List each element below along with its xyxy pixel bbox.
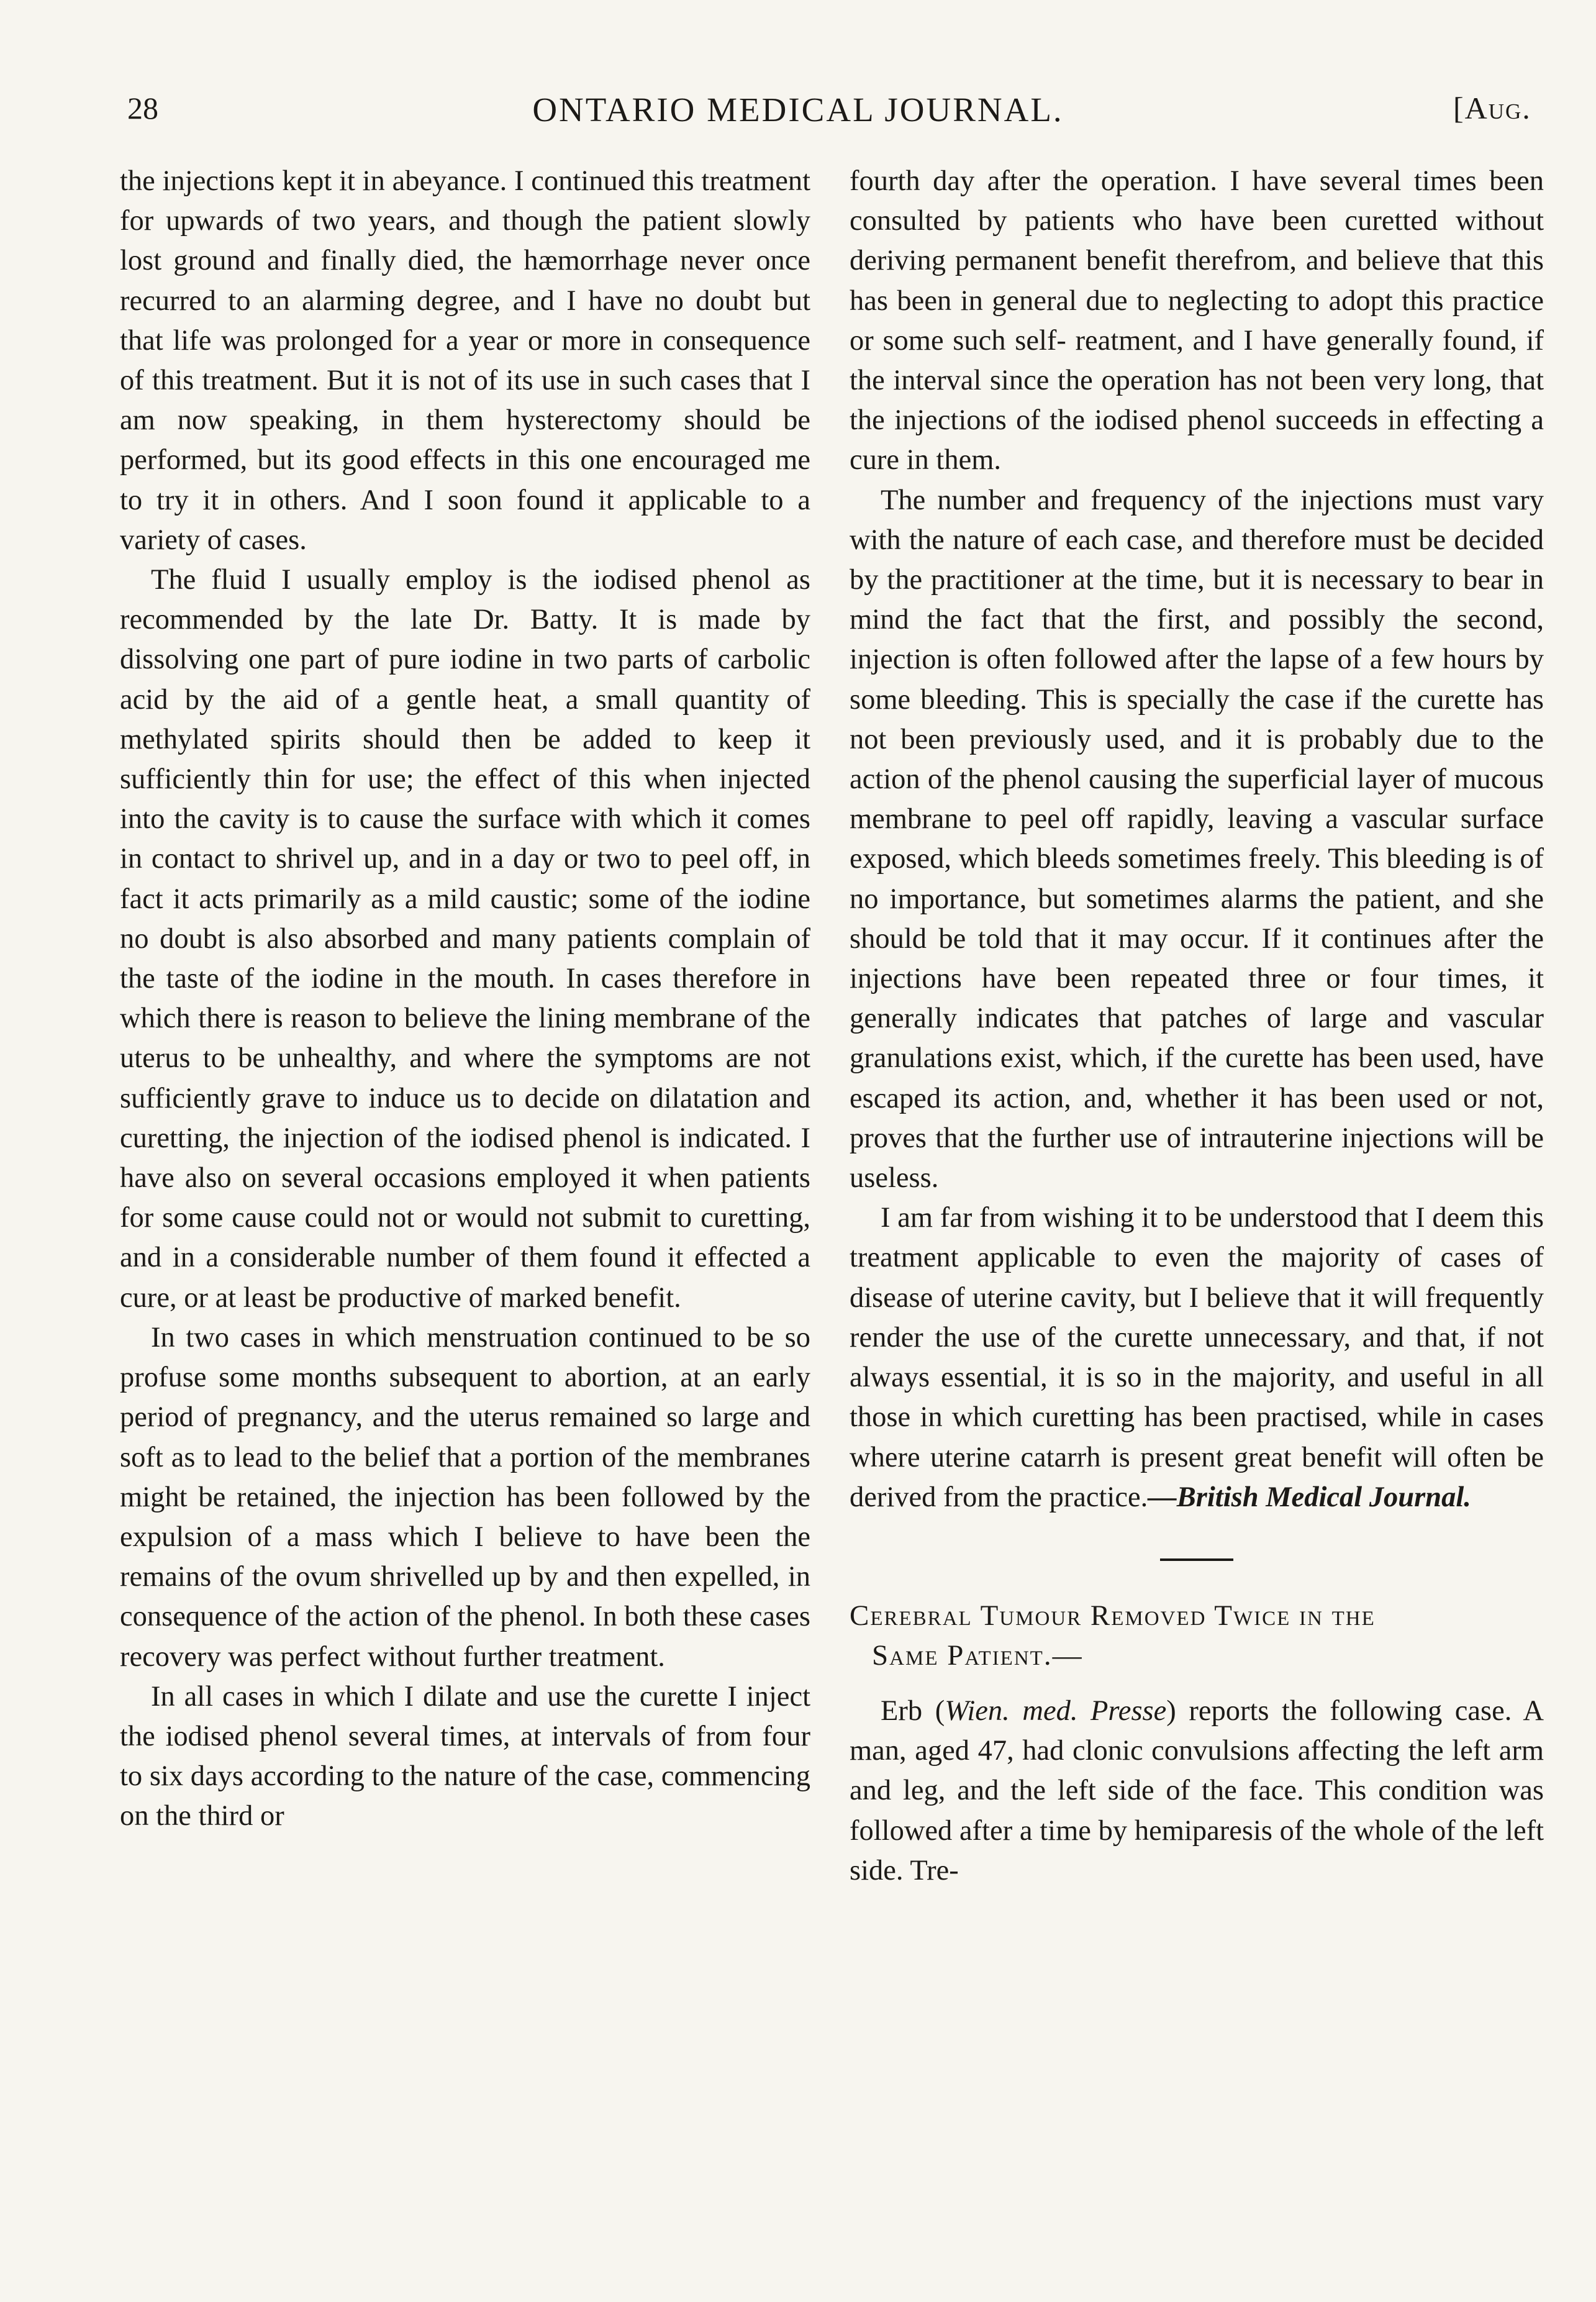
right-paragraph-2: The number and frequency of the injections must vary with the nature of each case, and therefore must be decided by the practitioner at the time, but it is necessary to bear in mind the fact that the first, and possibly the second, injection is often followed after the lapse of a few hours by some bleeding. This is specially the case if the curette has not been previously used, and it is probably due to the action of the phenol causing the superficial layer of mucous membrane to peel off rapidly, leaving a vascular surface exposed, which bleeds sometimes freely. This bleeding is of no importance, but sometimes alarms the patient, and she should be told that it may occur. If it continues after the injections have been repeated three or four times, it generally indicates that patches of large and vascular granulations exist, which, if the curette has been used, have escaped its action, and, whether it has been used or not, proves that the further use of intrauterine injections will be useless.: [850, 484, 1544, 1194]
left-column: [120, 162, 810, 1837]
running-header: [0, 90, 1596, 140]
p4-source: Wien. med. Presse: [945, 1695, 1167, 1727]
p4-text: ) reports the following case. A man, aged 47, had clonic convulsions affecting the left arm and leg, and the left side of the face. This condition was followed after a time by hemiparesis of the whole of the left side. Tre-: [850, 1695, 1544, 1886]
page-number: 28: [127, 91, 158, 125]
right-paragraph-1: fourth day after the operation. I have several times been consulted by patients who have been curetted without deriving permanent benefit therefrom, and believe that this has been in general due to neglecting to adopt this practice or some such self- reatment, and I have generally found, if the interval since the operation has not been very long, that the injections of the iodised phenol succeeds in effecting a cure in them.: [850, 165, 1544, 476]
p4-author: Erb (: [881, 1695, 945, 1727]
section-heading: [850, 1596, 1544, 1675]
left-paragraph-2: The fluid I usually employ is the iodised phenol as recommended by the late Dr. Batty. It is made by dissolving one part of pure iodine in two parts of carbolic acid by the aid of a gentle heat, a small quantity of methylated spirits should then be added to keep it sufficiently thin for use; the effect of this when injected into the cavity is to cause the surface with which it comes in contact to shrivel up, and in a day or two to peel off, in fact it acts primarily as a mild caustic; some of the iodine no doubt is also absorbed and many patients complain of the taste of the iodine in the mouth. In cases therefore in which there is reason to believe the lining membrane of the uterus to be unhealthy, and where the symptoms are not sufficiently grave to induce us to decide on dilatation and curetting, the injection of the iodised phenol is indicated. I have also on several occasions employed it when patients for some cause could not or would not submit to curetting, and in a considerable number of them found it effected a cure, or at least be productive of marked benefit.: [120, 564, 810, 1314]
left-paragraph-1: the injections kept it in abeyance. I continued this treatment for upwards of two years, and though the patient slowly lost ground and finally died, the hæmorrhage never once recurred to an alarming degree, and I have no doubt but that life was prolonged for a year or more in consequence of this treatment. But it is not of its use in such cases that I am now speaking, in them hysterectomy should be performed, but its good effects in this one encouraged me to try it in others. And I soon found it applicable to a variety of cases.: [120, 165, 810, 556]
section-heading-line-1: Cerebral Tumour Removed Twice in the: [850, 1599, 1376, 1632]
section-heading-line-2: Same Patient.—: [872, 1639, 1083, 1672]
right-paragraph-3-text: I am far from wishing it to be understood that I deem this treatment applicable to even the majority of cases of disease of uterine cavity, but I believe that it will frequently render the use of the curette unnecessary, and that, if not always essential, it is so in the majority, and useful in all those in which curetting has been practised, while in cases where uterine catarrh is present great benefit will often be derived from the practice.: [850, 1202, 1544, 1513]
journal-title: ONTARIO MEDICAL JOURNAL.: [532, 91, 1064, 129]
right-column: [850, 162, 1544, 1891]
right-paragraph-4: [850, 1691, 1544, 1891]
citation: —British Medical Journal.: [1148, 1481, 1471, 1513]
issue-month: [Aug.: [1453, 91, 1531, 125]
right-paragraph-3: [850, 1198, 1544, 1517]
section-divider: [1160, 1558, 1233, 1561]
left-paragraph-4: In all cases in which I dilate and use the curette I inject the iodised phenol several times, at intervals of from four to six days according to the nature of the case, commencing on the third or: [120, 1680, 810, 1832]
left-paragraph-3: In two cases in which menstruation continued to be so profuse some months subsequent to abortion, at an early period of pregnancy, and the uterus remained so large and soft as to lead to the belief that a portion of the membranes might be retained, the injection has been followed by the expulsion of a mass which I believe to have been the remains of the ovum shrivelled up by and then expelled, in consequence of the action of the phenol. In both these cases recovery was perfect without further treatment.: [120, 1321, 810, 1673]
